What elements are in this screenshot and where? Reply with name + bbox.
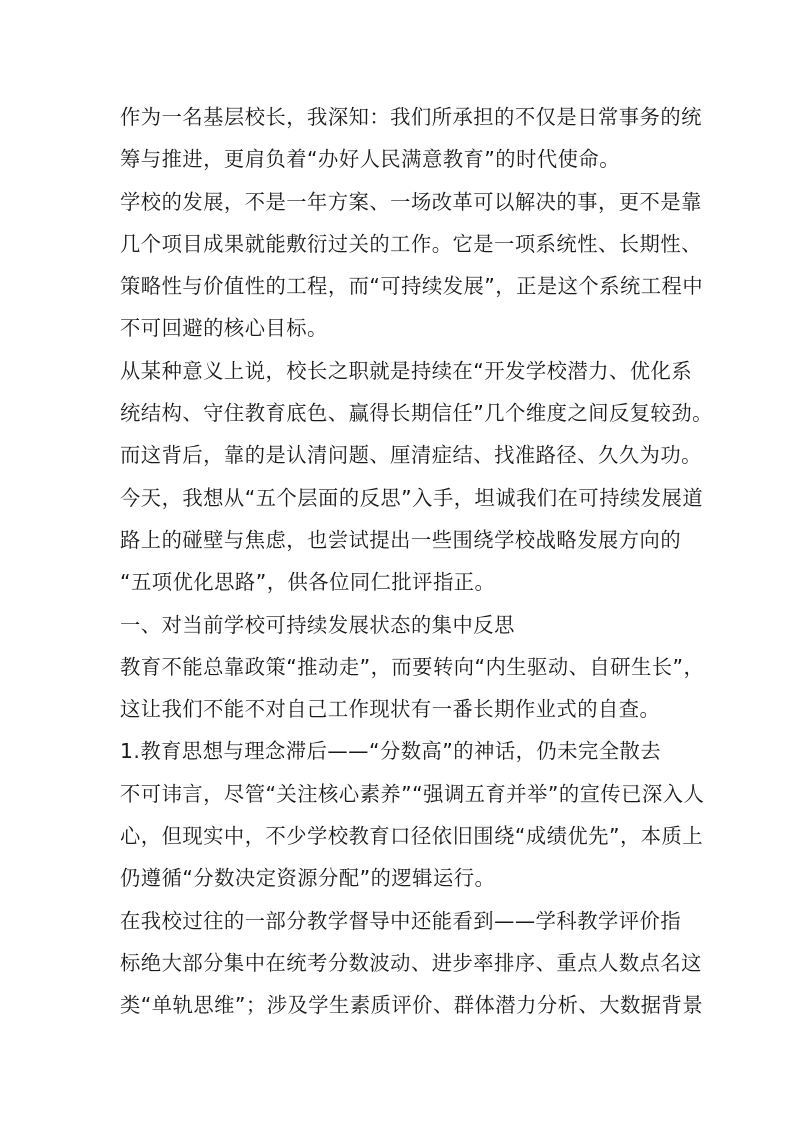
text-line: 统结构、守住教育底色、赢得长期信任”几个维度之间反复较劲。 [120, 401, 713, 426]
text-line: 从某种意义上说，校长之职就是持续在“开发学校潜力、优化系 [120, 358, 693, 383]
text-line: 不可回避的核心目标。 [120, 316, 328, 341]
text-line: 这让我们不能不对自己工作现状有一番长期作业式的自查。 [120, 697, 661, 722]
section-heading: 一、对当前学校可持续发展状态的集中反思 [120, 612, 515, 637]
text-line: 类“单轨思维”；涉及学生素质评价、群体潜力分析、大数据背景 [120, 993, 704, 1018]
text-line: 策略性与价值性的工程，而“可持续发展”，正是这个系统工程中 [120, 274, 704, 299]
text-line: 而这背后，靠的是认清问题、厘清症结、找准路径、久久为功。 [120, 443, 702, 468]
text-line: 学校的发展，不是一年方案、一场改革可以解决的事，更不是靠 [120, 189, 702, 214]
text-line: 仍遵循“分数决定资源分配”的逻辑运行。 [120, 866, 496, 891]
text-line: 标绝大部分集中在统考分数波动、进步率排序、重点人数点名这 [120, 950, 702, 975]
body-text [120, 96, 713, 1027]
text-line: “五项优化思路”，供各位同仁批评指正。 [120, 570, 496, 595]
text-line: 心，但现实中，不少学校教育口径依旧围绕“成绩优先”，本质上 [120, 824, 704, 849]
text-line: 筹与推进，更肩负着“办好人民满意教育”的时代使命。 [120, 147, 620, 172]
text-line: 今天，我想从“五个层面的反思”入手，坦诚我们在可持续发展道 [120, 485, 704, 510]
text-line: 在我校过往的一部分教学督导中还能看到——学科教学评价指 [120, 908, 682, 933]
text-line: 几个项目成果就能敷衍过关的工作。它是一项系统性、长期性、 [120, 231, 702, 256]
text-line: 路上的碰壁与焦虑，也尝试提出一些围绕学校战略发展方向的 [120, 527, 682, 552]
text-line: 作为一名基层校长，我深知：我们所承担的不仅是日常事务的统 [120, 105, 702, 129]
subsection-heading: 1.教育思想与理念滞后——“分数高”的神话，仍未完全散去 [120, 739, 662, 764]
text-line: 不可讳言，尽管“关注核心素养”“强调五育并举”的宣传已深入人 [120, 781, 705, 806]
text-line: 教育不能总靠政策“推动走”，而要转向“内生驱动、自研生长”， [120, 654, 705, 679]
